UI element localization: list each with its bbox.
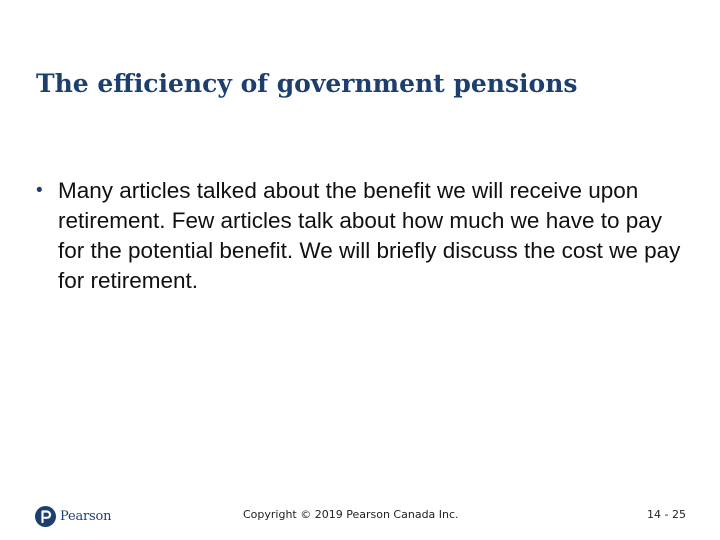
slide-title: The efficiency of government pensions — [36, 69, 578, 98]
bullet-item — [36, 176, 696, 296]
copyright-text: Copyright © 2019 Pearson Canada Inc. — [243, 508, 459, 521]
slide-body — [36, 176, 696, 296]
pearson-logo-icon — [35, 506, 56, 527]
pearson-logo — [35, 506, 111, 527]
pearson-logo-text: Pearson — [60, 509, 112, 524]
page-number: 14 - 25 — [647, 508, 686, 521]
bullet-marker: • — [36, 180, 43, 201]
bullet-text: Many articles talked about the benefit we will receive upon retirement. Few articles talk about how much we have to pay for the potential benefit. We will briefly discuss the cost we pay for retirement. — [58, 178, 681, 293]
